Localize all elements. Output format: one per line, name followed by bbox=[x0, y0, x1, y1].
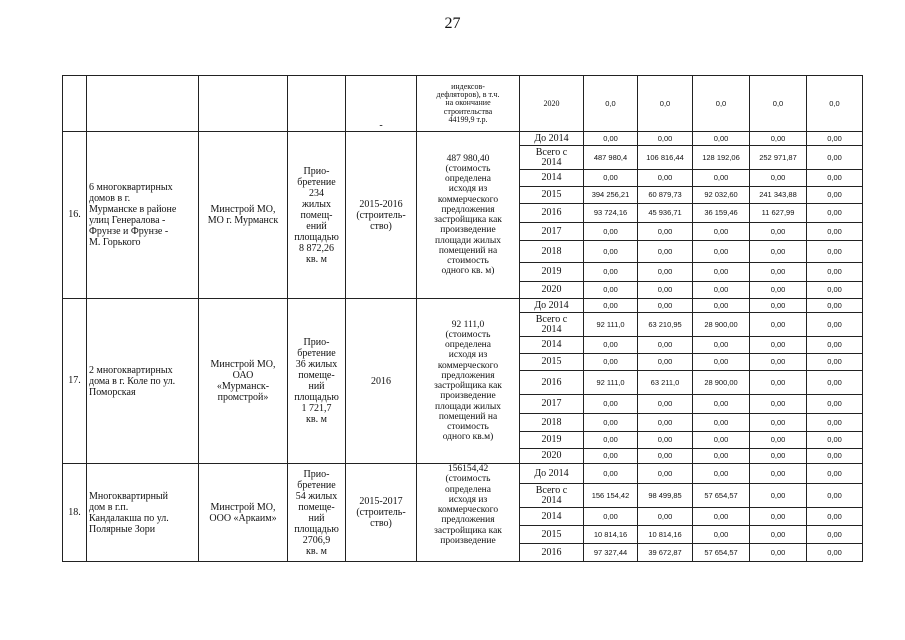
value-cell: 0,00 bbox=[807, 371, 863, 395]
value-cell: 0,00 bbox=[750, 449, 807, 464]
acquisition-method: Прио- бретение 54 жилых помеще- ний площадью 2706,9 кв. м bbox=[288, 464, 346, 562]
value-cell: 0,00 bbox=[638, 170, 693, 187]
value-cell: 0,00 bbox=[807, 526, 863, 544]
year-cell: 2017 bbox=[520, 395, 584, 414]
row-number: 16. bbox=[63, 132, 87, 299]
value-cell: 0,00 bbox=[750, 484, 807, 508]
table-body bbox=[63, 76, 863, 562]
cost-description: 487 980,40 (стоимость определена исходя из коммерческого предложения застройщика как произведение площади жилых помещений на стоимость одного кв. м) bbox=[417, 132, 520, 299]
value-cell: 0,00 bbox=[750, 241, 807, 263]
value-cell: 0,00 bbox=[584, 241, 638, 263]
year-cell: 2019 bbox=[520, 432, 584, 449]
value-cell: 0,00 bbox=[638, 508, 693, 526]
value-cell: 0,00 bbox=[584, 449, 638, 464]
year-cell: 2020 bbox=[520, 282, 584, 299]
year-cell: 2020 bbox=[520, 76, 584, 132]
year-cell: 2014 bbox=[520, 170, 584, 187]
value-cell: 0,00 bbox=[584, 432, 638, 449]
value-cell: 0,00 bbox=[584, 132, 638, 146]
value-cell: 0,00 bbox=[750, 395, 807, 414]
table-row bbox=[63, 464, 863, 484]
value-cell: 0,00 bbox=[750, 464, 807, 484]
value-cell: 0,00 bbox=[807, 187, 863, 204]
value-cell: 0,00 bbox=[584, 170, 638, 187]
acquisition-method: Прио- бретение 234 жилых помещ- ений площадью 8 872,26 кв. м bbox=[288, 132, 346, 299]
value-cell: 0,00 bbox=[807, 282, 863, 299]
value-cell: 487 980,4 bbox=[584, 146, 638, 170]
value-cell: 0,00 bbox=[807, 132, 863, 146]
value-cell: 92 032,60 bbox=[693, 187, 750, 204]
responsible-executor: Минстрой МО, МО г. Мурманск bbox=[199, 132, 288, 299]
value-cell: 0,00 bbox=[807, 544, 863, 562]
value-cell: 0,00 bbox=[807, 337, 863, 354]
value-cell: 0,00 bbox=[807, 146, 863, 170]
year-cell: 2015 bbox=[520, 354, 584, 371]
value-cell: 0,00 bbox=[584, 508, 638, 526]
value-cell: 0,00 bbox=[638, 241, 693, 263]
value-cell: 0,00 bbox=[750, 544, 807, 562]
value-cell: 0,00 bbox=[693, 354, 750, 371]
implementation-period: 2015-2016 (строитель- ство) bbox=[346, 132, 417, 299]
value-cell: 0,00 bbox=[693, 223, 750, 241]
year-cell: Всего с 2014 bbox=[520, 146, 584, 170]
empty-cell bbox=[199, 76, 288, 132]
value-cell: 0,00 bbox=[584, 299, 638, 313]
value-cell: 0,00 bbox=[750, 526, 807, 544]
value-cell: 0,00 bbox=[693, 282, 750, 299]
program-table bbox=[62, 75, 863, 562]
value-cell: 0,00 bbox=[807, 432, 863, 449]
year-cell: 2020 bbox=[520, 449, 584, 464]
value-cell: 0,00 bbox=[807, 204, 863, 223]
value-cell: 36 159,46 bbox=[693, 204, 750, 223]
year-cell: 2014 bbox=[520, 337, 584, 354]
empty-cell bbox=[288, 76, 346, 132]
table-row bbox=[63, 132, 863, 146]
year-cell: До 2014 bbox=[520, 464, 584, 484]
value-cell: 0,00 bbox=[750, 371, 807, 395]
value-cell: 0,00 bbox=[584, 354, 638, 371]
value-cell: 0,00 bbox=[807, 449, 863, 464]
value-cell: 0,00 bbox=[638, 432, 693, 449]
value-cell: 128 192,06 bbox=[693, 146, 750, 170]
year-cell: До 2014 bbox=[520, 132, 584, 146]
value-cell: 0,00 bbox=[638, 299, 693, 313]
value-cell: 0,00 bbox=[807, 299, 863, 313]
value-cell: 0,00 bbox=[750, 282, 807, 299]
value-cell: 0,00 bbox=[584, 337, 638, 354]
value-cell: 0,0 bbox=[750, 76, 807, 132]
value-cell: 0,00 bbox=[807, 313, 863, 337]
value-cell: 0,00 bbox=[693, 263, 750, 282]
value-cell: 0,00 bbox=[807, 241, 863, 263]
table-row bbox=[63, 299, 863, 313]
cost-description: 156154,42 (стоимость определена исходя из коммерческого предложения застройщика как произведение bbox=[417, 464, 520, 562]
value-cell: 0,00 bbox=[807, 484, 863, 508]
value-cell: 0,00 bbox=[693, 508, 750, 526]
year-cell: 2016 bbox=[520, 371, 584, 395]
row-number: 18. bbox=[63, 464, 87, 562]
value-cell: 93 724,16 bbox=[584, 204, 638, 223]
value-cell: 0,00 bbox=[638, 395, 693, 414]
value-cell: 0,00 bbox=[584, 263, 638, 282]
year-cell: 2014 bbox=[520, 508, 584, 526]
value-cell: 0,00 bbox=[750, 299, 807, 313]
value-cell: 0,00 bbox=[638, 223, 693, 241]
value-cell: 63 211,0 bbox=[638, 371, 693, 395]
year-cell: 2015 bbox=[520, 187, 584, 204]
object-name: Многоквартирный дом в г.п. Кандалакша по ул. Полярные Зори bbox=[87, 464, 199, 562]
value-cell: 0,0 bbox=[807, 76, 863, 132]
value-cell: 0,00 bbox=[693, 395, 750, 414]
value-cell: 57 654,57 bbox=[693, 544, 750, 562]
page-number: 27 bbox=[444, 15, 461, 32]
value-cell: 0,00 bbox=[750, 337, 807, 354]
responsible-executor: Минстрой МО, ОАО «Мурманск- промстрой» bbox=[199, 299, 288, 464]
value-cell: 28 900,00 bbox=[693, 313, 750, 337]
value-cell: 0,00 bbox=[638, 263, 693, 282]
value-cell: 0,00 bbox=[693, 414, 750, 432]
value-cell: 0,00 bbox=[584, 223, 638, 241]
value-cell: 156 154,42 bbox=[584, 484, 638, 508]
value-cell: 394 256,21 bbox=[584, 187, 638, 204]
value-cell: 0,00 bbox=[750, 263, 807, 282]
year-cell: Всего с 2014 bbox=[520, 313, 584, 337]
value-cell: 0,00 bbox=[807, 354, 863, 371]
year-cell: 2018 bbox=[520, 414, 584, 432]
year-cell: 2017 bbox=[520, 223, 584, 241]
value-cell: 0,00 bbox=[807, 170, 863, 187]
value-cell: 92 111,0 bbox=[584, 313, 638, 337]
cost-cell: индексов- дефляторов), в т.ч. на окончание строительства 44199,9 т.р. bbox=[417, 76, 520, 132]
year-cell: 2019 bbox=[520, 263, 584, 282]
value-cell: 0,00 bbox=[750, 223, 807, 241]
table-row bbox=[63, 76, 863, 132]
period-cell: - bbox=[346, 76, 417, 132]
value-cell: 0,00 bbox=[693, 132, 750, 146]
value-cell: 0,00 bbox=[584, 395, 638, 414]
value-cell: 28 900,00 bbox=[693, 371, 750, 395]
value-cell: 10 814,16 bbox=[584, 526, 638, 544]
value-cell: 0,00 bbox=[693, 170, 750, 187]
value-cell: 0,00 bbox=[750, 508, 807, 526]
value-cell: 0,00 bbox=[750, 432, 807, 449]
object-name: 6 многоквартирных домов в г. Мурманске в районе улиц Генералова - Фрунзе и Фрунзе - М. Горького bbox=[87, 132, 199, 299]
value-cell: 0,00 bbox=[693, 241, 750, 263]
empty-cell bbox=[63, 76, 87, 132]
value-cell: 0,00 bbox=[638, 282, 693, 299]
value-cell: 0,0 bbox=[693, 76, 750, 132]
year-cell: 2016 bbox=[520, 204, 584, 223]
value-cell: 0,00 bbox=[693, 449, 750, 464]
value-cell: 57 654,57 bbox=[693, 484, 750, 508]
value-cell: 92 111,0 bbox=[584, 371, 638, 395]
acquisition-method: Прио- бретение 36 жилых помеще- ний площадью 1 721,7 кв. м bbox=[288, 299, 346, 464]
value-cell: 0,00 bbox=[807, 508, 863, 526]
value-cell: 0,00 bbox=[584, 282, 638, 299]
empty-cell bbox=[87, 76, 199, 132]
value-cell: 0,00 bbox=[750, 132, 807, 146]
implementation-period: 2016 bbox=[346, 299, 417, 464]
value-cell: 0,0 bbox=[638, 76, 693, 132]
value-cell: 0,00 bbox=[693, 299, 750, 313]
value-cell: 45 936,71 bbox=[638, 204, 693, 223]
value-cell: 0,00 bbox=[750, 170, 807, 187]
value-cell: 0,00 bbox=[750, 354, 807, 371]
value-cell: 0,00 bbox=[807, 414, 863, 432]
responsible-executor: Минстрой МО, ООО «Аркаим» bbox=[199, 464, 288, 562]
value-cell: 98 499,85 bbox=[638, 484, 693, 508]
value-cell: 0,00 bbox=[750, 414, 807, 432]
implementation-period: 2015-2017 (строитель- ство) bbox=[346, 464, 417, 562]
value-cell: 0,00 bbox=[638, 414, 693, 432]
row-number: 17. bbox=[63, 299, 87, 464]
value-cell: 0,00 bbox=[807, 464, 863, 484]
value-cell: 241 343,88 bbox=[750, 187, 807, 204]
year-cell: До 2014 bbox=[520, 299, 584, 313]
value-cell: 60 879,73 bbox=[638, 187, 693, 204]
cost-description: 92 111,0 (стоимость определена исходя из коммерческого предложения застройщика как произведение площади жилых помещений на стоимость одного кв.м) bbox=[417, 299, 520, 464]
value-cell: 0,00 bbox=[807, 395, 863, 414]
value-cell: 0,00 bbox=[638, 337, 693, 354]
value-cell: 0,00 bbox=[693, 464, 750, 484]
year-cell: 2015 bbox=[520, 526, 584, 544]
object-name: 2 многоквартирных дома в г. Коле по ул. Поморская bbox=[87, 299, 199, 464]
value-cell: 106 816,44 bbox=[638, 146, 693, 170]
value-cell: 0,00 bbox=[807, 263, 863, 282]
value-cell: 0,00 bbox=[807, 223, 863, 241]
value-cell: 0,00 bbox=[638, 354, 693, 371]
year-cell: Всего с 2014 bbox=[520, 484, 584, 508]
value-cell: 0,00 bbox=[693, 432, 750, 449]
value-cell: 63 210,95 bbox=[638, 313, 693, 337]
value-cell: 0,00 bbox=[638, 449, 693, 464]
value-cell: 0,0 bbox=[584, 76, 638, 132]
value-cell: 0,00 bbox=[638, 464, 693, 484]
year-cell: 2016 bbox=[520, 544, 584, 562]
value-cell: 39 672,87 bbox=[638, 544, 693, 562]
value-cell: 0,00 bbox=[638, 132, 693, 146]
value-cell: 0,00 bbox=[693, 526, 750, 544]
value-cell: 0,00 bbox=[584, 464, 638, 484]
value-cell: 0,00 bbox=[750, 313, 807, 337]
value-cell: 0,00 bbox=[693, 337, 750, 354]
value-cell: 252 971,87 bbox=[750, 146, 807, 170]
value-cell: 11 627,99 bbox=[750, 204, 807, 223]
value-cell: 10 814,16 bbox=[638, 526, 693, 544]
value-cell: 97 327,44 bbox=[584, 544, 638, 562]
value-cell: 0,00 bbox=[584, 414, 638, 432]
year-cell: 2018 bbox=[520, 241, 584, 263]
